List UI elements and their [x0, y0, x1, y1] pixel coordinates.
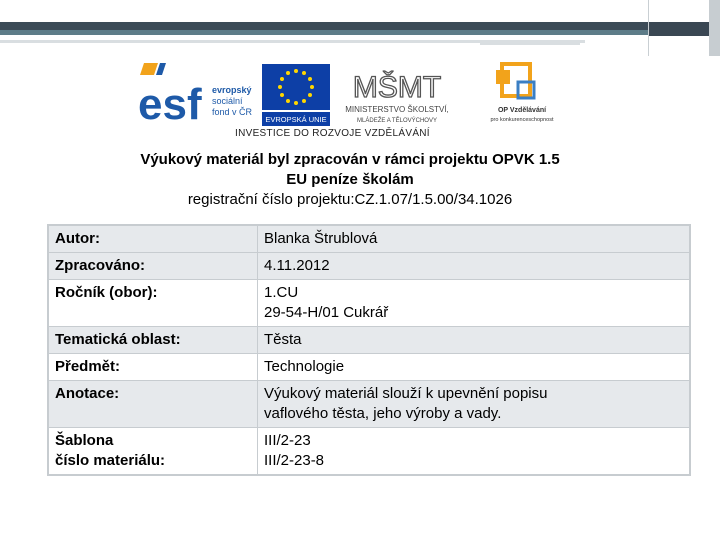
heading-line-2: EU peníze školám: [286, 171, 414, 188]
row-value-line-2: 29-54-H/01 Cukrář: [264, 304, 389, 321]
logo-tagline: INVESTICE DO ROZVOJE VZDĚLÁVÁNÍ: [235, 128, 430, 139]
table-row: [48, 354, 690, 381]
logo-strip: [130, 52, 590, 142]
eu-label: EVROPSKÁ UNIE: [265, 115, 327, 124]
msmt-line-2: MLÁDEŽE A TĚLOVÝCHOVY: [357, 118, 437, 124]
esf-line-3: fond v ČR: [212, 107, 253, 117]
heading-line-1: Výukový materiál byl zpracován v rámci projektu OPVK 1.5: [140, 151, 560, 168]
heading-line-3: registrační číslo projektu:CZ.1.07/1.5.00/34.1026: [187, 191, 513, 208]
esf-line-2: sociální: [212, 96, 243, 106]
row-value-line-1: 1.CU: [264, 284, 299, 301]
op-line-1: OP Vzdělávání: [497, 107, 547, 114]
op-line-2: pro konkurenceschopnost: [490, 117, 554, 123]
row-key: Ročník (obor):: [48, 280, 258, 327]
table-row: [48, 327, 690, 354]
header-thin-line-2: [480, 43, 580, 45]
row-key: Autor:: [48, 225, 258, 253]
row-value: [258, 280, 691, 327]
row-key: Předmět:: [48, 354, 258, 381]
row-value: Těsta: [258, 327, 691, 354]
row-value-line-1: III/2-23: [264, 432, 311, 449]
row-value: [258, 428, 691, 476]
row-value: [258, 381, 691, 428]
row-value: Blanka Štrublová: [258, 225, 691, 253]
metadata-table: [47, 224, 691, 476]
row-key: Tematická oblast:: [48, 327, 258, 354]
table-row: [48, 428, 690, 476]
row-key: Anotace:: [48, 381, 258, 428]
row-key: [48, 428, 258, 476]
table-row: [48, 280, 690, 327]
msmt-line-1: MINISTERSTVO ŠKOLSTVÍ,: [345, 105, 449, 114]
op-vzdelavani-logo: [472, 60, 574, 128]
msmt-logo: [335, 57, 460, 129]
project-heading: [80, 150, 620, 210]
row-value: 4.11.2012: [258, 253, 691, 280]
table-row: [48, 225, 690, 253]
row-key-line-1: Šablona: [55, 432, 114, 449]
esf-line-1: evropský: [212, 85, 252, 95]
esf-big-text: esf: [138, 80, 202, 129]
table-row: [48, 381, 690, 428]
table-row: [48, 253, 690, 280]
row-value: Technologie: [258, 354, 691, 381]
eu-flag-logo: [260, 62, 332, 128]
row-key-line-2: číslo materiálu:: [55, 452, 166, 469]
header-corner-edge: [709, 0, 720, 56]
header-dark-stripe: [0, 22, 720, 30]
row-value-line-2: vaflového těsta, jeho výroby a vady.: [264, 405, 502, 422]
header-teal-stripe: [0, 30, 720, 35]
header-corner-frame: [648, 0, 720, 56]
slide-header-band: [0, 0, 720, 36]
row-key: Zpracováno:: [48, 253, 258, 280]
row-value-line-1: Výukový materiál slouží k upevnění popisu: [264, 385, 548, 402]
row-value-line-2: III/2-23-8: [264, 452, 325, 469]
header-corner-bar: [649, 22, 709, 36]
msmt-mark: MŠMT: [352, 71, 442, 104]
esf-logo: [136, 57, 254, 129]
